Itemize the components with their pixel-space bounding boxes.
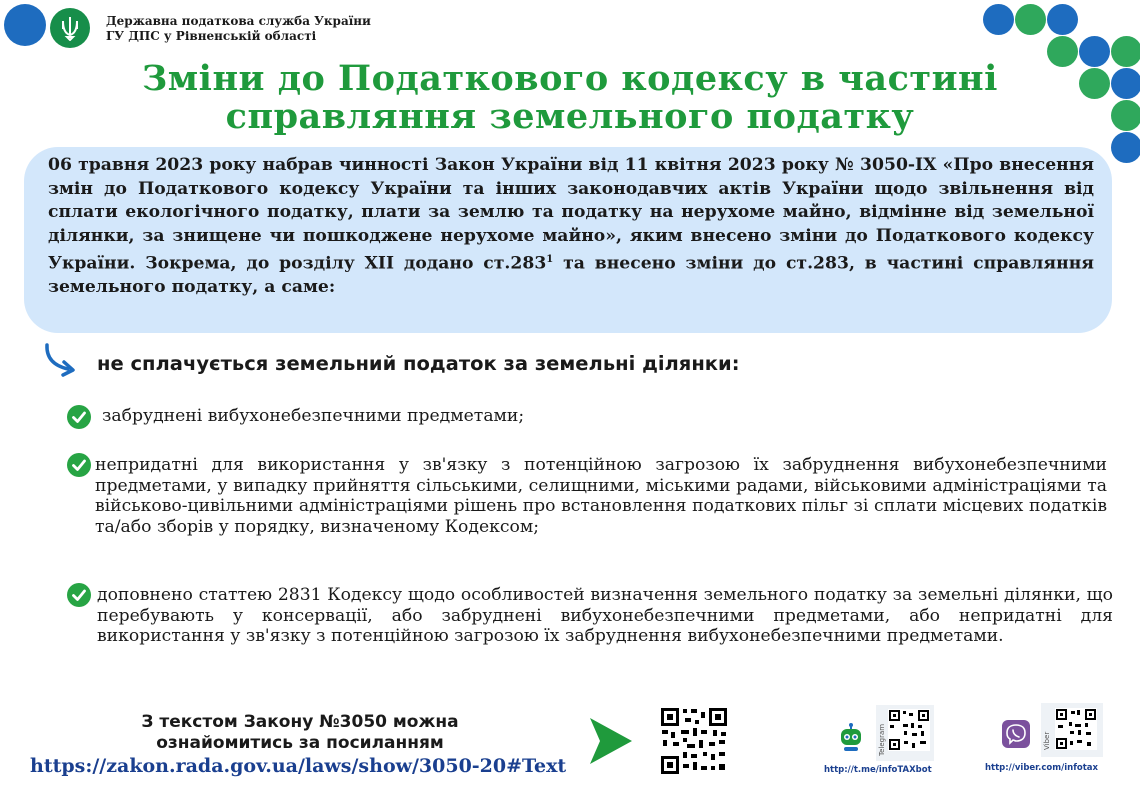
viber-link[interactable]: http://viber.com/infotax (985, 763, 1099, 773)
list-item-1: забруднені вибухонебезпечними предметами; (102, 406, 525, 426)
check-circle-icon (67, 405, 91, 429)
curved-arrow-icon (42, 342, 88, 382)
trident-emblem-icon (50, 8, 90, 48)
title-line-2: справляння земельного податку (225, 96, 915, 137)
organization-name (106, 14, 371, 44)
intro-text (48, 154, 1094, 300)
law-note-line-1: З текстом Закону №3050 можна (141, 712, 459, 732)
org-line-1: Державна податкова служба України (106, 14, 371, 28)
decor-dot (1079, 36, 1110, 67)
intro-superscript: 1 (546, 254, 554, 265)
decor-dot (1111, 132, 1140, 163)
subheading: не сплачується земельний податок за земельні ділянки: (97, 352, 740, 375)
qr-code-viber[interactable] (1055, 708, 1097, 750)
intro-main: 06 травня 2023 року набрав чинності Закон України від 11 квітня 2023 року № 3050-IX «Про внесення змін до Податкового кодексу України та інших законодавчих актів України щодо звільнення від сплати екологічного податку, плати за землю та податку на нерухоме майно, відмінне від земельної ділянки, за знищене чи пошкоджене нерухоме майно», яким внесено зміни до Податкового кодексу України. Зокрема, до розділу XII додано ст.283 (48, 155, 1094, 274)
viber-label: Viber (1043, 731, 1051, 750)
law-link[interactable]: https://zakon.rada.gov.ua/laws/show/3050-20#Text (30, 755, 567, 777)
telegram-label: Telegram (878, 723, 886, 756)
check-circle-icon (67, 453, 91, 477)
decor-dot (1015, 4, 1046, 35)
qr-code-main[interactable] (659, 706, 729, 776)
decor-dot (983, 4, 1014, 35)
list-item-3: доповнено статтею 2831 Кодексу щодо особливостей визначення земельного податку за земельні ділянки, що перебувають у консервації, або забруднені вибухонебезпечними предметами, або непридатні для використання у зв'язку з потенційною загрозою їх забруднення вибухонебезпечними предметами. (97, 585, 1113, 646)
decor-dot (1047, 4, 1078, 35)
page-title (70, 60, 1070, 136)
play-arrow-icon (588, 716, 634, 766)
decor-dot (1111, 68, 1140, 99)
org-line-2: ГУ ДПС у Рівненській області (106, 29, 317, 43)
decor-dot (1079, 68, 1110, 99)
logo-blue-circle (4, 4, 46, 46)
intro-end: та внесено зміни до ст.283, в частині справляння земельного податку, а саме: (48, 253, 1094, 298)
decor-dot (1111, 36, 1140, 67)
telegram-link[interactable]: http://t.me/infoTAXbot (824, 765, 932, 775)
list-item-2: непридатні для використання у зв'язку з потенційною загрозою їх забруднення вибухонебезпечними предметами, у випадку прийняття сільськими, селищними, міськими радами, військовими адміністраціями та військово-цивільними адміністраціями рішень про встановлення податкових пільг зі сплати місцевих податків та/або зборів у порядку, визначеному Кодексом; (95, 455, 1107, 537)
qr-code-telegram[interactable] (888, 709, 930, 751)
check-circle-icon (67, 583, 91, 607)
viber-icon (1002, 720, 1030, 748)
title-line-1: Зміни до Податкового кодексу в частині (142, 58, 998, 99)
robot-icon (838, 723, 864, 753)
law-note-line-2: ознайомитись за посиланням (156, 733, 444, 753)
law-note (100, 712, 500, 754)
decor-dot (1111, 100, 1140, 131)
